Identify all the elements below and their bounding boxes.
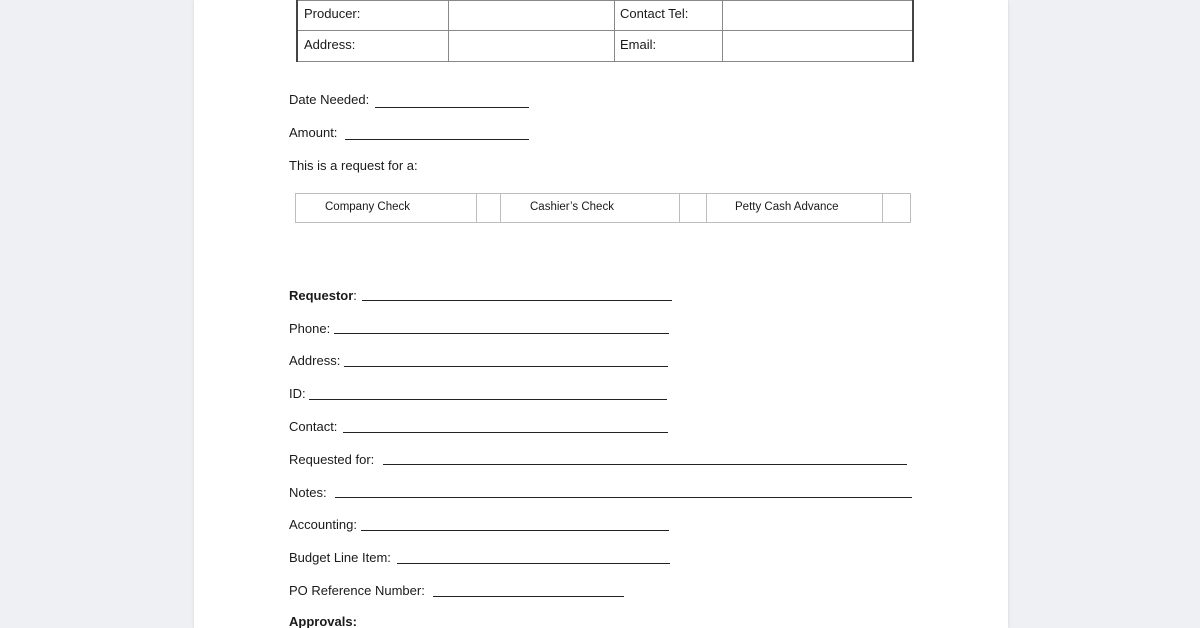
po-reference-field[interactable] <box>433 596 624 597</box>
address-label: Address: <box>304 37 356 52</box>
table-col-divider <box>614 0 615 62</box>
producer-label: Producer: <box>304 6 361 21</box>
notes-field[interactable] <box>335 497 912 498</box>
requestor-label-group <box>289 288 357 304</box>
date-needed-label: Date Needed: <box>289 92 370 107</box>
address-field[interactable] <box>450 32 613 60</box>
producer-field[interactable] <box>450 1 613 29</box>
address-field[interactable] <box>344 366 668 367</box>
contact-tel-field[interactable] <box>724 1 908 29</box>
accounting-field[interactable] <box>361 530 669 531</box>
table-col-divider <box>706 194 707 222</box>
request-type-prompt: This is a request for a: <box>289 158 418 173</box>
table-col-divider <box>722 0 723 62</box>
email-field[interactable] <box>724 32 908 60</box>
requestor-label: Requestor <box>289 288 354 303</box>
po-reference-label: PO Reference Number: <box>289 583 425 598</box>
requested-for-field[interactable] <box>383 464 907 465</box>
table-col-divider <box>448 0 449 62</box>
accounting-label: Accounting: <box>289 517 357 532</box>
table-row-divider <box>298 30 912 31</box>
approvals-label: Approvals: <box>289 614 357 628</box>
requestor-colon: : <box>353 288 357 303</box>
petty-cash-advance-label: Petty Cash Advance <box>735 201 839 213</box>
budget-line-item-field[interactable] <box>397 563 670 564</box>
phone-field[interactable] <box>334 333 669 334</box>
notes-label: Notes: <box>289 485 327 500</box>
document-page <box>194 0 1008 628</box>
company-check-label: Company Check <box>325 201 411 213</box>
id-field[interactable] <box>309 399 667 400</box>
budget-line-item-label: Budget Line Item: <box>289 550 391 565</box>
amount-label: Amount: <box>289 125 338 140</box>
petty-cash-advance-checkbox[interactable] <box>883 194 910 222</box>
contact-field[interactable] <box>343 432 668 433</box>
phone-label: Phone: <box>289 321 331 336</box>
email-label: Email: <box>620 37 657 52</box>
producer-info-table <box>296 0 914 62</box>
cashiers-check-checkbox[interactable] <box>680 194 705 222</box>
cashiers-check-label: Cashier’s Check <box>530 201 614 213</box>
requestor-field[interactable] <box>362 300 672 301</box>
request-type-table <box>295 193 911 223</box>
amount-field[interactable] <box>345 139 529 140</box>
contact-label: Contact: <box>289 419 338 434</box>
table-col-divider <box>500 194 501 222</box>
requested-for-label: Requested for: <box>289 452 375 467</box>
contact-tel-label: Contact Tel: <box>620 6 689 21</box>
address-label: Address: <box>289 353 341 368</box>
table-row-divider <box>298 61 912 62</box>
id-label: ID: <box>289 386 306 401</box>
date-needed-field[interactable] <box>375 107 529 108</box>
company-check-checkbox[interactable] <box>477 194 499 222</box>
